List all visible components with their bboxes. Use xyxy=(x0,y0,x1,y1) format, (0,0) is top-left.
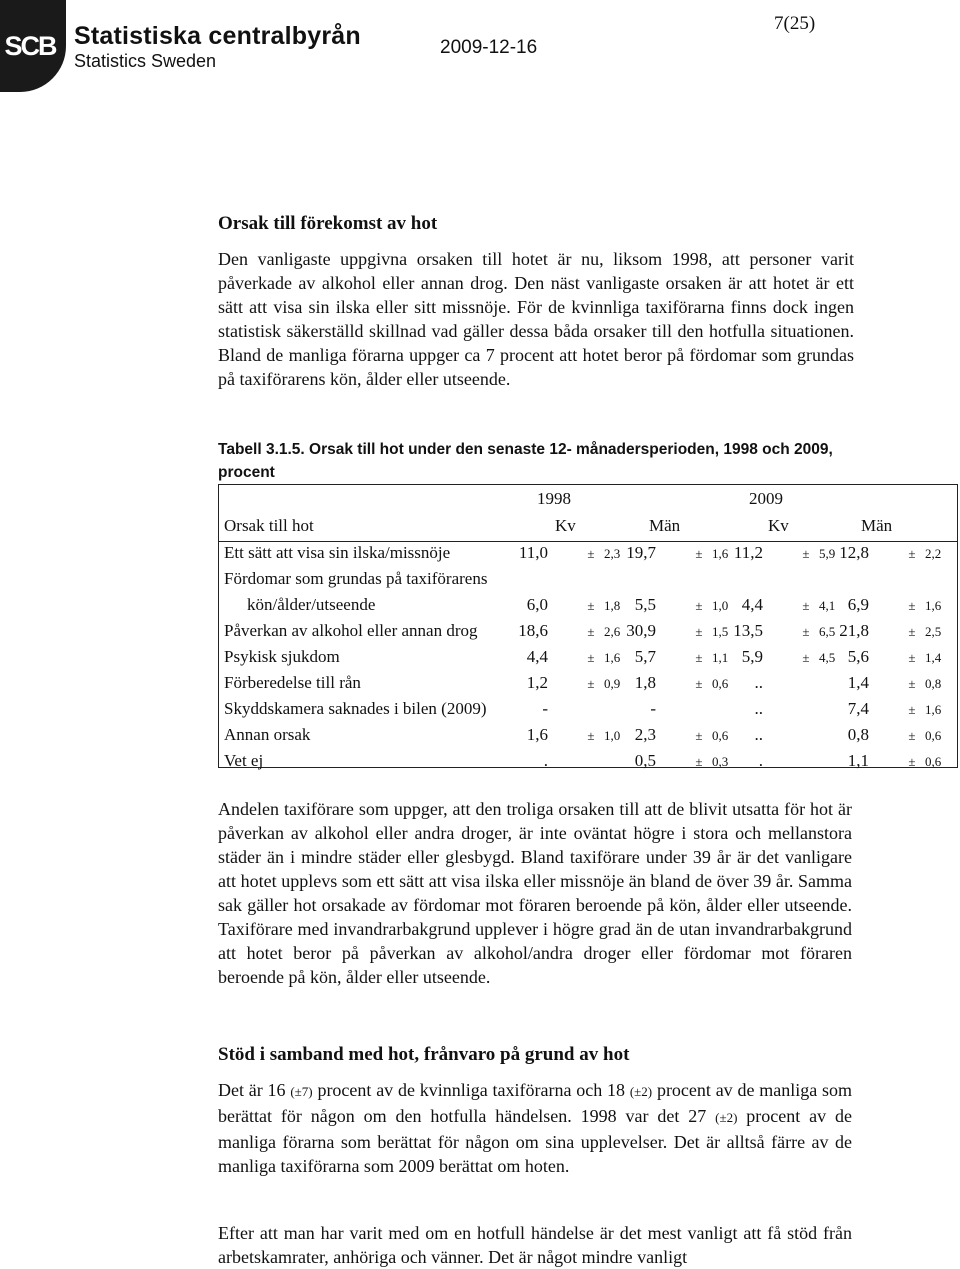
cell-margin: 4,5 xyxy=(819,650,836,665)
year-2009: 2009 xyxy=(749,489,783,508)
cell-value: 2,3 xyxy=(634,725,656,744)
support-text-d: procent av de manliga förarna som berättat för någon om sina upplevelser. Det är alltså färre av de manliga taxiförarna som 2009 berättat om hoten. xyxy=(218,1106,853,1176)
cell-margin: 2,6 xyxy=(604,624,621,639)
cell-margin: 0,6 xyxy=(925,728,942,743)
cell-value: 7,4 xyxy=(847,699,869,718)
cell-value: . xyxy=(758,751,763,770)
plus-minus-sign: ± xyxy=(587,676,595,691)
cell-value: 11,2 xyxy=(733,543,763,562)
cell-value: .. xyxy=(754,673,763,692)
support-text-c: procent av de manliga som berättat för någon om den hotfulla händelsen. 1998 var det 27 xyxy=(218,1080,853,1126)
section-heading-support: Stöd i samband med hot, frånvaro på grund av hot xyxy=(218,1044,630,1065)
cell-margin: 2,2 xyxy=(925,546,942,561)
cell-value: 1,2 xyxy=(526,673,548,692)
cell-margin: 1,6 xyxy=(925,702,942,717)
cell-value: 1,6 xyxy=(526,725,548,744)
table-row xyxy=(219,569,957,595)
row-label: Annan orsak xyxy=(224,725,311,744)
table-row xyxy=(219,673,957,699)
table-row xyxy=(219,543,957,569)
plus-minus-sign: ± xyxy=(695,754,703,769)
cell-margin: 2,3 xyxy=(604,546,621,561)
cell-margin: 6,5 xyxy=(819,624,836,639)
confidence-interval: (±2) xyxy=(629,1084,653,1099)
row-label: Påverkan av alkohol eller annan drog xyxy=(224,621,478,640)
org-name: Statistiska centralbyrån xyxy=(74,22,361,50)
plus-minus-sign: ± xyxy=(587,624,595,639)
cell-value: . xyxy=(543,751,548,770)
cell-margin: 1,6 xyxy=(712,546,729,561)
paragraph-reasons: Den vanligaste uppgivna orsaken till hotet är nu, liksom 1998, att personer varit påverkade av alkohol eller annan drog. Den näst vanligaste orsaken är att hotet är ett sätt att visa sin ilska eller sitt missnöje. För de kvinnliga taxiförarna finns dock ingen statistisk säkerställd skillnad vad gäller dessa båda orsaker till den hotfulla situationen. Bland de manliga förarna uppger ca 7 procent att hotet beror på fördomar som grundas på taxiförarens kön, ålder eller utseende. xyxy=(218,249,854,389)
cell-value: 11,0 xyxy=(518,543,548,562)
col-man-2009: Män xyxy=(861,516,893,535)
document-date: 2009-12-16 xyxy=(440,37,538,58)
plus-minus-sign: ± xyxy=(908,650,916,665)
row-label: Vet ej xyxy=(224,751,264,770)
cell-value: 1,1 xyxy=(847,751,869,770)
cell-margin: 0,6 xyxy=(712,676,729,691)
plus-minus-sign: ± xyxy=(695,598,703,613)
cell-value: 1,8 xyxy=(634,673,656,692)
cell-value: 13,5 xyxy=(733,621,763,640)
support-text-b: procent av de kvinnliga taxiförarna och 18 xyxy=(317,1080,626,1100)
cell-margin: 5,9 xyxy=(819,546,836,561)
row-header: Orsak till hot xyxy=(224,516,314,535)
table-header-divider xyxy=(219,541,957,542)
row-label: Förberedelse till rån xyxy=(224,673,361,692)
cell-value: 5,7 xyxy=(634,647,656,666)
org-subtitle: Statistics Sweden xyxy=(74,51,217,71)
cell-value: 5,5 xyxy=(634,595,656,614)
cell-value: 0,5 xyxy=(634,751,656,770)
cell-value: .. xyxy=(754,725,763,744)
cell-margin: 1,1 xyxy=(712,650,729,665)
row-label: kön/ålder/utseende xyxy=(247,595,376,614)
col-kv-1998: Kv xyxy=(555,516,576,535)
plus-minus-sign: ± xyxy=(587,546,595,561)
cell-value: 12,8 xyxy=(839,543,869,562)
cell-margin: 1,0 xyxy=(712,598,729,613)
table-column-header xyxy=(219,516,957,538)
cell-margin: 0,9 xyxy=(604,676,621,691)
plus-minus-sign: ± xyxy=(695,676,703,691)
cell-value: 19,7 xyxy=(626,543,656,562)
plus-minus-sign: ± xyxy=(802,650,810,665)
plus-minus-sign: ± xyxy=(587,598,595,613)
cell-value: - xyxy=(650,699,656,718)
paragraph-analysis: Andelen taxiförare som uppger, att den troliga orsaken till att de blivit utsatta för hot är påverkan av alkohol eller andra droger, är inte oväntat högre i stora och mellanstora städer än i mindre städer eller glesbygd. Bland taxiförare under 39 år är det vanligare att hotet upplevs som ett sätt att visa ilska eller missnöje än bland de över 39 år. Samma sak gäller hot orsakade av fördomar mot föraren beroende på kön, ålder eller utseende. Taxiförare med invandrarbakgrund upplever i högre grad än de utan invandrarbakgrund att hotet beror på påverkan av alkohol/andra droger eller fördomar mot föraren beroende på kön, ålder eller utseende. xyxy=(218,799,852,987)
confidence-interval: (±7) xyxy=(290,1084,313,1099)
support-text-a: Det är 16 xyxy=(218,1080,286,1100)
cell-margin: 1,4 xyxy=(925,650,942,665)
col-kv-2009: Kv xyxy=(768,516,789,535)
cell-value: 5,9 xyxy=(741,647,763,666)
cell-margin: 0,6 xyxy=(712,728,729,743)
plus-minus-sign: ± xyxy=(587,650,595,665)
plus-minus-sign: ± xyxy=(908,624,916,639)
cell-value: .. xyxy=(754,699,763,718)
plus-minus-sign: ± xyxy=(908,728,916,743)
plus-minus-sign: ± xyxy=(695,650,703,665)
plus-minus-sign: ± xyxy=(908,754,916,769)
cell-margin: 1,8 xyxy=(604,598,621,613)
table-year-header xyxy=(219,489,957,511)
table-row xyxy=(219,699,957,725)
cell-value: 5,6 xyxy=(847,647,869,666)
table-row xyxy=(219,647,957,673)
cell-margin: 4,1 xyxy=(819,598,836,613)
cell-margin: 2,5 xyxy=(925,624,942,639)
col-man-1998: Män xyxy=(649,516,681,535)
cell-margin: 1,6 xyxy=(604,650,621,665)
row-label: Fördomar som grundas på taxiförarens xyxy=(224,569,488,588)
row-label: Psykisk sjukdom xyxy=(224,647,340,666)
cell-value: 30,9 xyxy=(626,621,656,640)
plus-minus-sign: ± xyxy=(908,676,916,691)
cell-value: 1,4 xyxy=(847,673,869,692)
paragraph-support-sources: Efter att man har varit med om en hotfull händelse är det mest vanligt att få stöd från arbetskamrater, anhöriga och vänner. Det är något mindre vanligt xyxy=(218,1223,852,1267)
plus-minus-sign: ± xyxy=(695,728,703,743)
data-table xyxy=(218,484,958,768)
cell-value: 0,8 xyxy=(847,725,869,744)
cell-margin: 0,3 xyxy=(712,754,729,769)
plus-minus-sign: ± xyxy=(908,702,916,717)
cell-value: 4,4 xyxy=(741,595,763,614)
plus-minus-sign: ± xyxy=(908,546,916,561)
plus-minus-sign: ± xyxy=(695,546,703,561)
cell-value: - xyxy=(542,699,548,718)
plus-minus-sign: ± xyxy=(802,624,810,639)
cell-value: 21,8 xyxy=(839,621,869,640)
table-caption: Tabell 3.1.5. Orsak till hot under den senaste 12- månadersperioden, 1998 och 2009, procent xyxy=(218,441,833,481)
cell-value: 4,4 xyxy=(526,647,548,666)
section-heading-reasons: Orsak till förekomst av hot xyxy=(218,213,438,234)
cell-margin: 1,5 xyxy=(712,624,729,639)
cell-margin: 1,6 xyxy=(925,598,942,613)
table-row xyxy=(219,621,957,647)
cell-margin: 0,6 xyxy=(925,754,942,769)
table-row xyxy=(219,725,957,751)
cell-value: 18,6 xyxy=(518,621,548,640)
plus-minus-sign: ± xyxy=(695,624,703,639)
table-row xyxy=(219,595,957,621)
plus-minus-sign: ± xyxy=(908,598,916,613)
plus-minus-sign: ± xyxy=(587,728,595,743)
confidence-interval: (±2) xyxy=(715,1110,738,1125)
scb-logo: SCB xyxy=(0,0,66,92)
page-number: 7(25) xyxy=(774,13,816,34)
row-label: Skyddskamera saknades i bilen (2009) xyxy=(224,699,487,718)
plus-minus-sign: ± xyxy=(802,598,810,613)
cell-value: 6,9 xyxy=(847,595,869,614)
plus-minus-sign: ± xyxy=(802,546,810,561)
table-row xyxy=(219,751,957,777)
cell-margin: 0,8 xyxy=(925,676,942,691)
cell-value: 6,0 xyxy=(526,595,548,614)
year-1998: 1998 xyxy=(537,489,571,508)
cell-margin: 1,0 xyxy=(604,728,621,743)
row-label: Ett sätt att visa sin ilska/missnöje xyxy=(224,543,451,562)
paragraph-support xyxy=(218,1078,852,1178)
